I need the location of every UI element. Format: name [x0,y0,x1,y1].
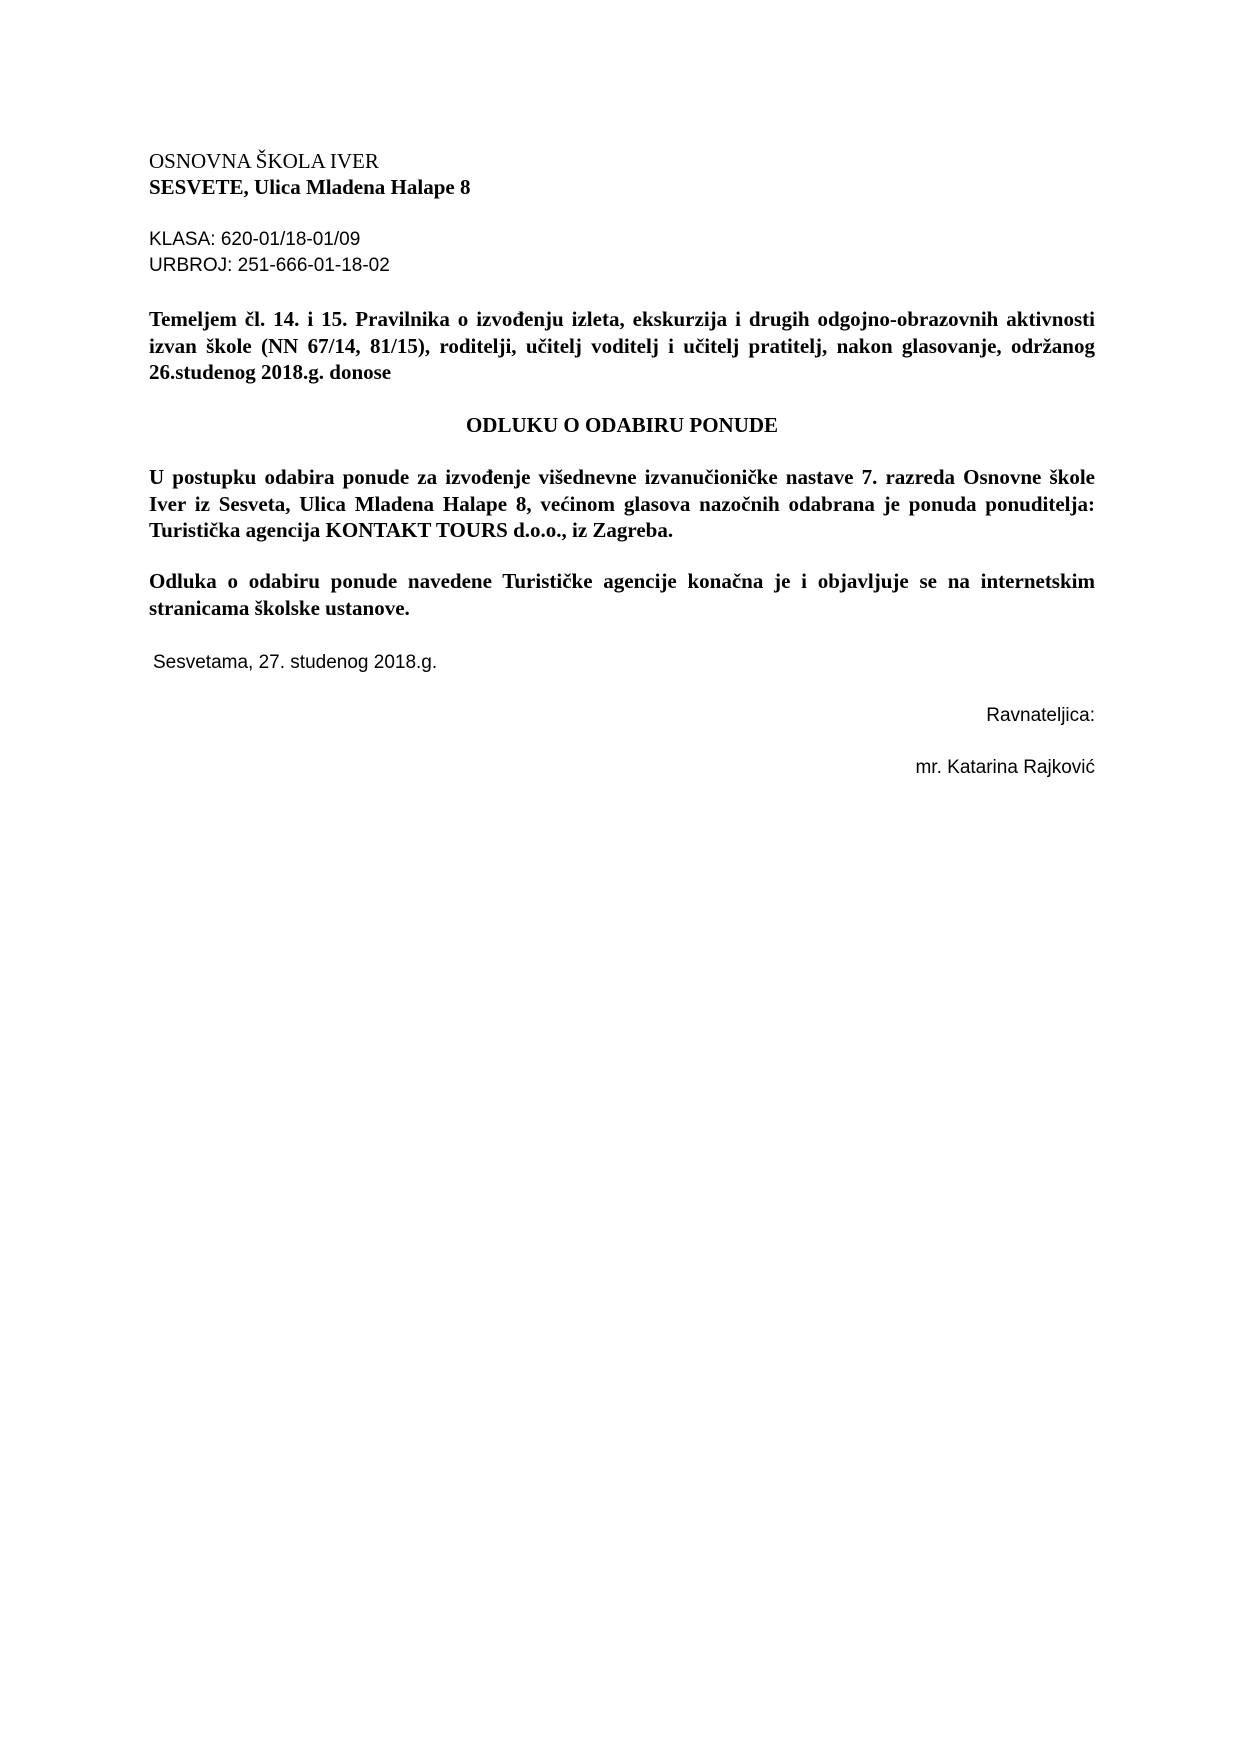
decision-paragraph-block [149,464,1095,544]
decision-title-block [149,412,1095,438]
school-header [149,148,1095,200]
intro-paragraph: Temeljem čl. 14. i 15. Pravilnika o izvođenju izleta, ekskurzija i drugih odgojno-obrazovnih aktivnosti izvan škole (NN 67/14, 81/15), roditelji, učitelj voditelj i učitelj pratitelj, nakon glasovanje, održanog 26.studenog 2018.g. donose [149,307,1095,384]
reference-block [149,227,1095,279]
signature-role: Ravnateljica: [986,705,1095,726]
school-address: SESVETE, Ulica Mladena Halape 8 [149,175,471,199]
school-name: OSNOVNA ŠKOLA IVER [149,149,379,173]
intro-paragraph-block [149,306,1095,386]
place-date-block [153,650,1099,676]
decision-paragraph: U postupku odabira ponude za izvođenje višednevne izvanučioničke nastave 7. razreda Osnovne škole Iver iz Sesveta, Ulica Mladena Halape 8, većinom glasova nazočnih odabrana je ponuda ponuditelja: Turistička agencija KONTAKT TOURS d.o.o., iz Zagreba. [149,465,1095,542]
final-paragraph-block [149,568,1095,621]
urbroj-line: URBROJ: 251-666-01-18-02 [149,255,390,276]
signature-block [149,703,1095,781]
final-paragraph: Odluka o odabiru ponude navedene Turističke agencije konačna je i objavljuje se na internetskim stranicama školske ustanove. [149,569,1095,620]
decision-title: ODLUKU O ODABIRU PONUDE [465,413,779,437]
place-date: Sesvetama, 27. studenog 2018.g. [153,652,438,673]
klasa-line: KLASA: 620-01/18-01/09 [149,229,361,250]
signature-name: mr. Katarina Rajković [915,757,1095,778]
